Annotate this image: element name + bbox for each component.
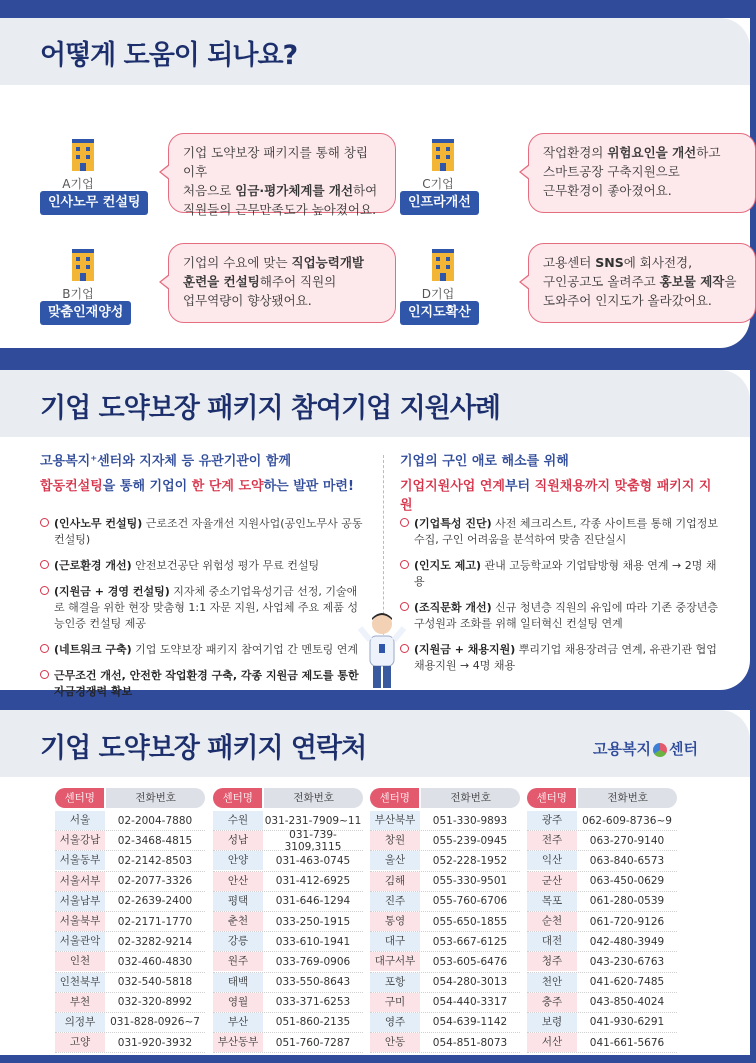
table-row [55,952,205,972]
table-header [370,788,520,808]
brand-logo: 고용복지 센터 [593,740,698,758]
phone-number: 052-228-1952 [432,854,508,867]
contact-table [213,788,363,1053]
phone-number: 033-250-1915 [275,915,351,928]
check-icon [40,586,49,595]
table-row [55,851,205,871]
center-name: 원주 [213,952,263,971]
phone-number: 031-412-6925 [275,875,351,888]
phone-number: 063-270-9140 [589,834,665,847]
table-row [527,831,677,851]
center-name: 포항 [370,973,420,992]
center-name: 천안 [527,973,577,992]
header-center: 센터명 [55,788,104,808]
testimonial-line: 근무환경이 좋아졌어요. [543,183,672,198]
left-lead [40,450,370,494]
testimonial-line: 처음으로 임금·평가체계를 개선하여 [183,183,378,198]
testimonial-line: 업무역량이 향상됐어요. [183,293,312,308]
center-name: 서울 [55,811,105,830]
center-name: 군산 [527,872,577,891]
company-name: A기업 [62,177,94,191]
phone-number: 031-828-0926~7 [110,1016,200,1029]
table-header [527,788,677,808]
table-row [55,892,205,912]
section-title: 기업 도약보장 패키지 참여기업 지원사례 [40,393,500,424]
testimonial-line: 훈련을 컨설팅해주어 직원의 [183,274,337,289]
phone-number: 02-2004-7880 [117,814,193,827]
category-tag: 인프라개선 [400,191,479,215]
center-name: 진주 [370,892,420,911]
phone-number: 02-3282-9214 [117,935,193,948]
table-row [527,892,677,912]
table-row [213,851,363,871]
header-phone: 전화번호 [106,788,205,808]
table-row [527,993,677,1013]
table-row [55,993,205,1013]
table-row [213,932,363,952]
center-name: 서울남부 [55,892,105,911]
section-title: 기업 도약보장 패키지 연락처 [40,733,367,764]
table-row [213,828,363,853]
center-name: 대구서부 [370,952,420,971]
phone-number: 042-480-3949 [589,935,665,948]
section-header [0,370,750,437]
table-row [370,932,520,952]
table-row [213,993,363,1013]
center-name: 강릉 [213,932,263,951]
center-name: 성남 [213,831,263,850]
phone-number: 063-840-6573 [589,854,665,867]
center-name: 구미 [370,993,420,1012]
testimonial-bubble [168,133,396,217]
center-name: 김해 [370,872,420,891]
header-center: 센터명 [370,788,419,808]
phone-number: 032-460-4830 [117,955,193,968]
table-row [527,952,677,972]
header-phone: 전화번호 [264,788,363,808]
center-name: 광주 [527,811,577,830]
center-name: 서울강남 [55,831,105,850]
phone-number: 033-371-6253 [275,996,351,1009]
section-header [0,710,750,777]
contact-table [527,788,677,1053]
center-name: 인천북부 [55,973,105,992]
phone-number: 054-440-3317 [432,996,508,1009]
table-row [370,1033,520,1053]
table-row [370,872,520,892]
center-name: 평택 [213,892,263,911]
phone-number: 043-230-6763 [589,955,665,968]
center-name: 창원 [370,831,420,850]
support-cases-panel [0,370,750,698]
left-support-list [40,516,365,710]
table-row [55,831,205,851]
phone-number: 033-769-0906 [275,955,351,968]
header-center: 센터명 [527,788,576,808]
center-name: 서울서부 [55,872,105,891]
phone-number: 043-850-4024 [589,996,665,1009]
phone-number: 031-739-3109,3115 [284,828,342,853]
center-name: 춘천 [213,912,263,931]
phone-number: 041-620-7485 [589,976,665,989]
phone-number: 02-2639-2400 [117,895,193,908]
phone-number: 02-2077-3326 [117,875,193,888]
table-header [55,788,205,808]
phone-number: 054-851-8073 [432,1036,508,1049]
center-name: 고양 [55,1033,105,1052]
phone-number: 061-720-9126 [589,915,665,928]
center-name: 부산 [213,1013,263,1032]
phone-number: 055-330-9501 [432,875,508,888]
phone-number: 054-280-3013 [432,976,508,989]
phone-number: 063-450-0629 [589,875,665,888]
table-row [213,1033,363,1053]
phone-number: 062-609-8736~9 [582,814,672,827]
center-name: 서울북부 [55,912,105,931]
category-tag: 맞춤인재양성 [40,301,131,325]
testimonial-line: 고용센터 SNS에 회사전경, [543,255,693,270]
check-icon [40,560,49,569]
phone-number: 061-280-0539 [589,895,665,908]
plus-icon [653,743,667,757]
support-item: 근무조건 개선, 안전한 작업환경 구축, 각종 지원금 제도를 통한 자금경쟁력 확보 [40,668,365,700]
phone-number: 041-661-5676 [589,1036,665,1049]
table-row [527,851,677,871]
header-center: 센터명 [213,788,262,808]
how-it-helps-panel [0,18,750,348]
testimonial-bubble [528,243,756,323]
phone-number: 032-320-8992 [117,996,193,1009]
support-item: (지원금 + 채용지원) 뿌리기업 채용장려금 연계, 유관기관 협업 채용지원 → 4명 채용 [400,642,720,674]
lead-line: 고용복지⁺센터와 지자체 등 유관기관이 함께 [40,454,292,469]
testimonial-bubble [528,133,756,213]
right-lead [400,450,720,513]
table-row [370,1013,520,1033]
phone-number: 051-860-2135 [275,1016,351,1029]
table-row [370,831,520,851]
support-item: (기업특성 진단) 사전 체크리스트, 각종 사이트를 통해 기업정보 수집, 구인 어려움을 분석하여 맞춤 진단실시 [400,516,720,548]
table-row [527,1033,677,1053]
check-icon [40,644,49,653]
center-name: 대구 [370,932,420,951]
center-name: 전주 [527,831,577,850]
table-row [527,932,677,952]
table-row [370,851,520,871]
table-row [213,872,363,892]
table-row [213,952,363,972]
case-card [400,243,740,323]
testimonial-line: 구인공고도 올려주고 홍보물 제작을 [543,274,737,289]
phone-number: 053-605-6476 [432,955,508,968]
support-item: (조직문화 개선) 신규 청년층 직원의 유입에 따라 기존 중장년층 구성원과 조화를 위해 일터혁신 컨설팅 연계 [400,600,720,632]
support-item: (인사노무 컨설팅) 근로조건 자율개선 지원사업(공인노무사 공동 컨설팅) [40,516,365,548]
phone-number: 031-646-1294 [275,895,351,908]
phone-number: 053-667-6125 [432,935,508,948]
testimonial-bubble [168,243,396,323]
table-row [213,892,363,912]
center-name: 목포 [527,892,577,911]
category-tag: 인지도확산 [400,301,479,325]
center-name: 대전 [527,932,577,951]
phone-number: 031-231-7909~11 [264,814,362,827]
phone-number: 033-610-1941 [275,935,351,948]
testimonial-line: 도와주어 인지도가 올라갔어요. [543,293,712,308]
company-name: D기업 [421,287,455,301]
company-name: C기업 [422,177,454,191]
lead-highlight: 합동컨설팅을 통해 기업이 한 단계 도약하는 발판 마련! [40,479,354,494]
table-row [55,973,205,993]
phone-number: 054-639-1142 [432,1016,508,1029]
phone-number: 041-930-6291 [589,1016,665,1029]
support-item: (지원금 + 경영 컨설팅) 지자체 중소기업육성기금 선정, 기술애로 해결을 위한 현장 맞춤형 1:1 자문 지원, 사업체 주요 제품 성능인증 컨설팅 제공 [40,584,365,632]
phone-number: 032-540-5818 [117,976,193,989]
table-row [370,952,520,972]
section-header [0,18,750,85]
table-row [527,973,677,993]
testimonial-line: 스마트공장 구축지원으로 [543,164,680,179]
center-name: 순천 [527,912,577,931]
case-card [40,133,380,217]
support-item: (인지도 제고) 관내 고등학교와 기업탐방형 채용 연계 → 2명 채용 [400,558,720,590]
phone-number: 051-760-7287 [275,1036,351,1049]
phone-number: 02-3468-4815 [117,834,193,847]
center-name: 보령 [527,1013,577,1032]
table-row [370,993,520,1013]
phone-number: 02-2142-8503 [117,854,193,867]
center-name: 충주 [527,993,577,1012]
building-icon [68,133,98,173]
contact-table [55,788,205,1053]
table-row [213,912,363,932]
phone-number: 055-650-1855 [432,915,508,928]
table-row [527,1013,677,1033]
center-name: 부산동부 [213,1033,263,1052]
table-row [55,1013,205,1033]
center-name: 울산 [370,851,420,870]
table-row [527,811,677,831]
center-name: 태백 [213,973,263,992]
check-icon [40,670,49,679]
case-card [400,133,740,213]
phone-number: 031-463-0745 [275,854,351,867]
check-icon [400,518,409,527]
contacts-panel [0,710,750,1055]
center-name: 안양 [213,851,263,870]
table-row [527,872,677,892]
header-phone: 전화번호 [578,788,677,808]
check-icon [400,560,409,569]
center-name: 부산북부 [370,811,420,830]
center-name: 의정부 [55,1013,105,1032]
table-row [55,872,205,892]
person-illustration [352,610,412,690]
table-row [370,811,520,831]
header-phone: 전화번호 [421,788,520,808]
center-name: 인천 [55,952,105,971]
center-name: 통영 [370,912,420,931]
phone-number: 051-330-9893 [432,814,508,827]
center-name: 영주 [370,1013,420,1032]
case-card [40,243,380,323]
center-name: 수원 [213,811,263,830]
section-title: 어떻게 도움이 되나요? [40,40,298,71]
center-name: 안산 [213,872,263,891]
center-name: 서산 [527,1033,577,1052]
center-name: 서울동부 [55,851,105,870]
contact-table [370,788,520,1053]
testimonial-line: 기업 도약보장 패키지를 통해 창립 이후 [183,145,368,179]
table-row [527,912,677,932]
table-row [55,912,205,932]
center-name: 영월 [213,993,263,1012]
table-row [213,1013,363,1033]
phone-number: 055-239-0945 [432,834,508,847]
building-icon [428,133,458,173]
table-row [370,912,520,932]
building-icon [68,243,98,283]
testimonial-line: 직원들의 근무만족도가 높아졌어요. [183,202,377,217]
table-header [213,788,363,808]
table-row [55,811,205,831]
table-row [55,1033,205,1053]
phone-number: 033-550-8643 [275,976,351,989]
category-tag: 인사노무 컨설팅 [40,191,148,215]
phone-number: 055-760-6706 [432,895,508,908]
testimonial-line: 기업의 수요에 맞는 직업능력개발 [183,255,364,270]
lead-line: 기업의 구인 애로 해소를 위해 [400,454,569,469]
table-row [55,932,205,952]
table-row [370,973,520,993]
support-item: (근로환경 개선) 안전보건공단 위험성 평가 무료 컨설팅 [40,558,365,574]
phone-number: 02-2171-1770 [117,915,193,928]
center-name: 익산 [527,851,577,870]
support-item: (네트워크 구축) 기업 도약보장 패키지 참여기업 간 멘토링 연계 [40,642,365,658]
building-icon [428,243,458,283]
center-name: 서울관악 [55,932,105,951]
lead-highlight: 기업지원사업 연계부터 직원채용까지 맞춤형 패키지 지원 [400,479,712,513]
center-name: 부천 [55,993,105,1012]
phone-number: 031-920-3932 [117,1036,193,1049]
table-row [370,892,520,912]
table-row [213,973,363,993]
check-icon [40,518,49,527]
right-support-list [400,516,720,684]
testimonial-line: 작업환경의 위험요인을 개선하고 [543,145,721,160]
center-name: 청주 [527,952,577,971]
center-name: 안동 [370,1033,420,1052]
company-name: B기업 [62,287,94,301]
